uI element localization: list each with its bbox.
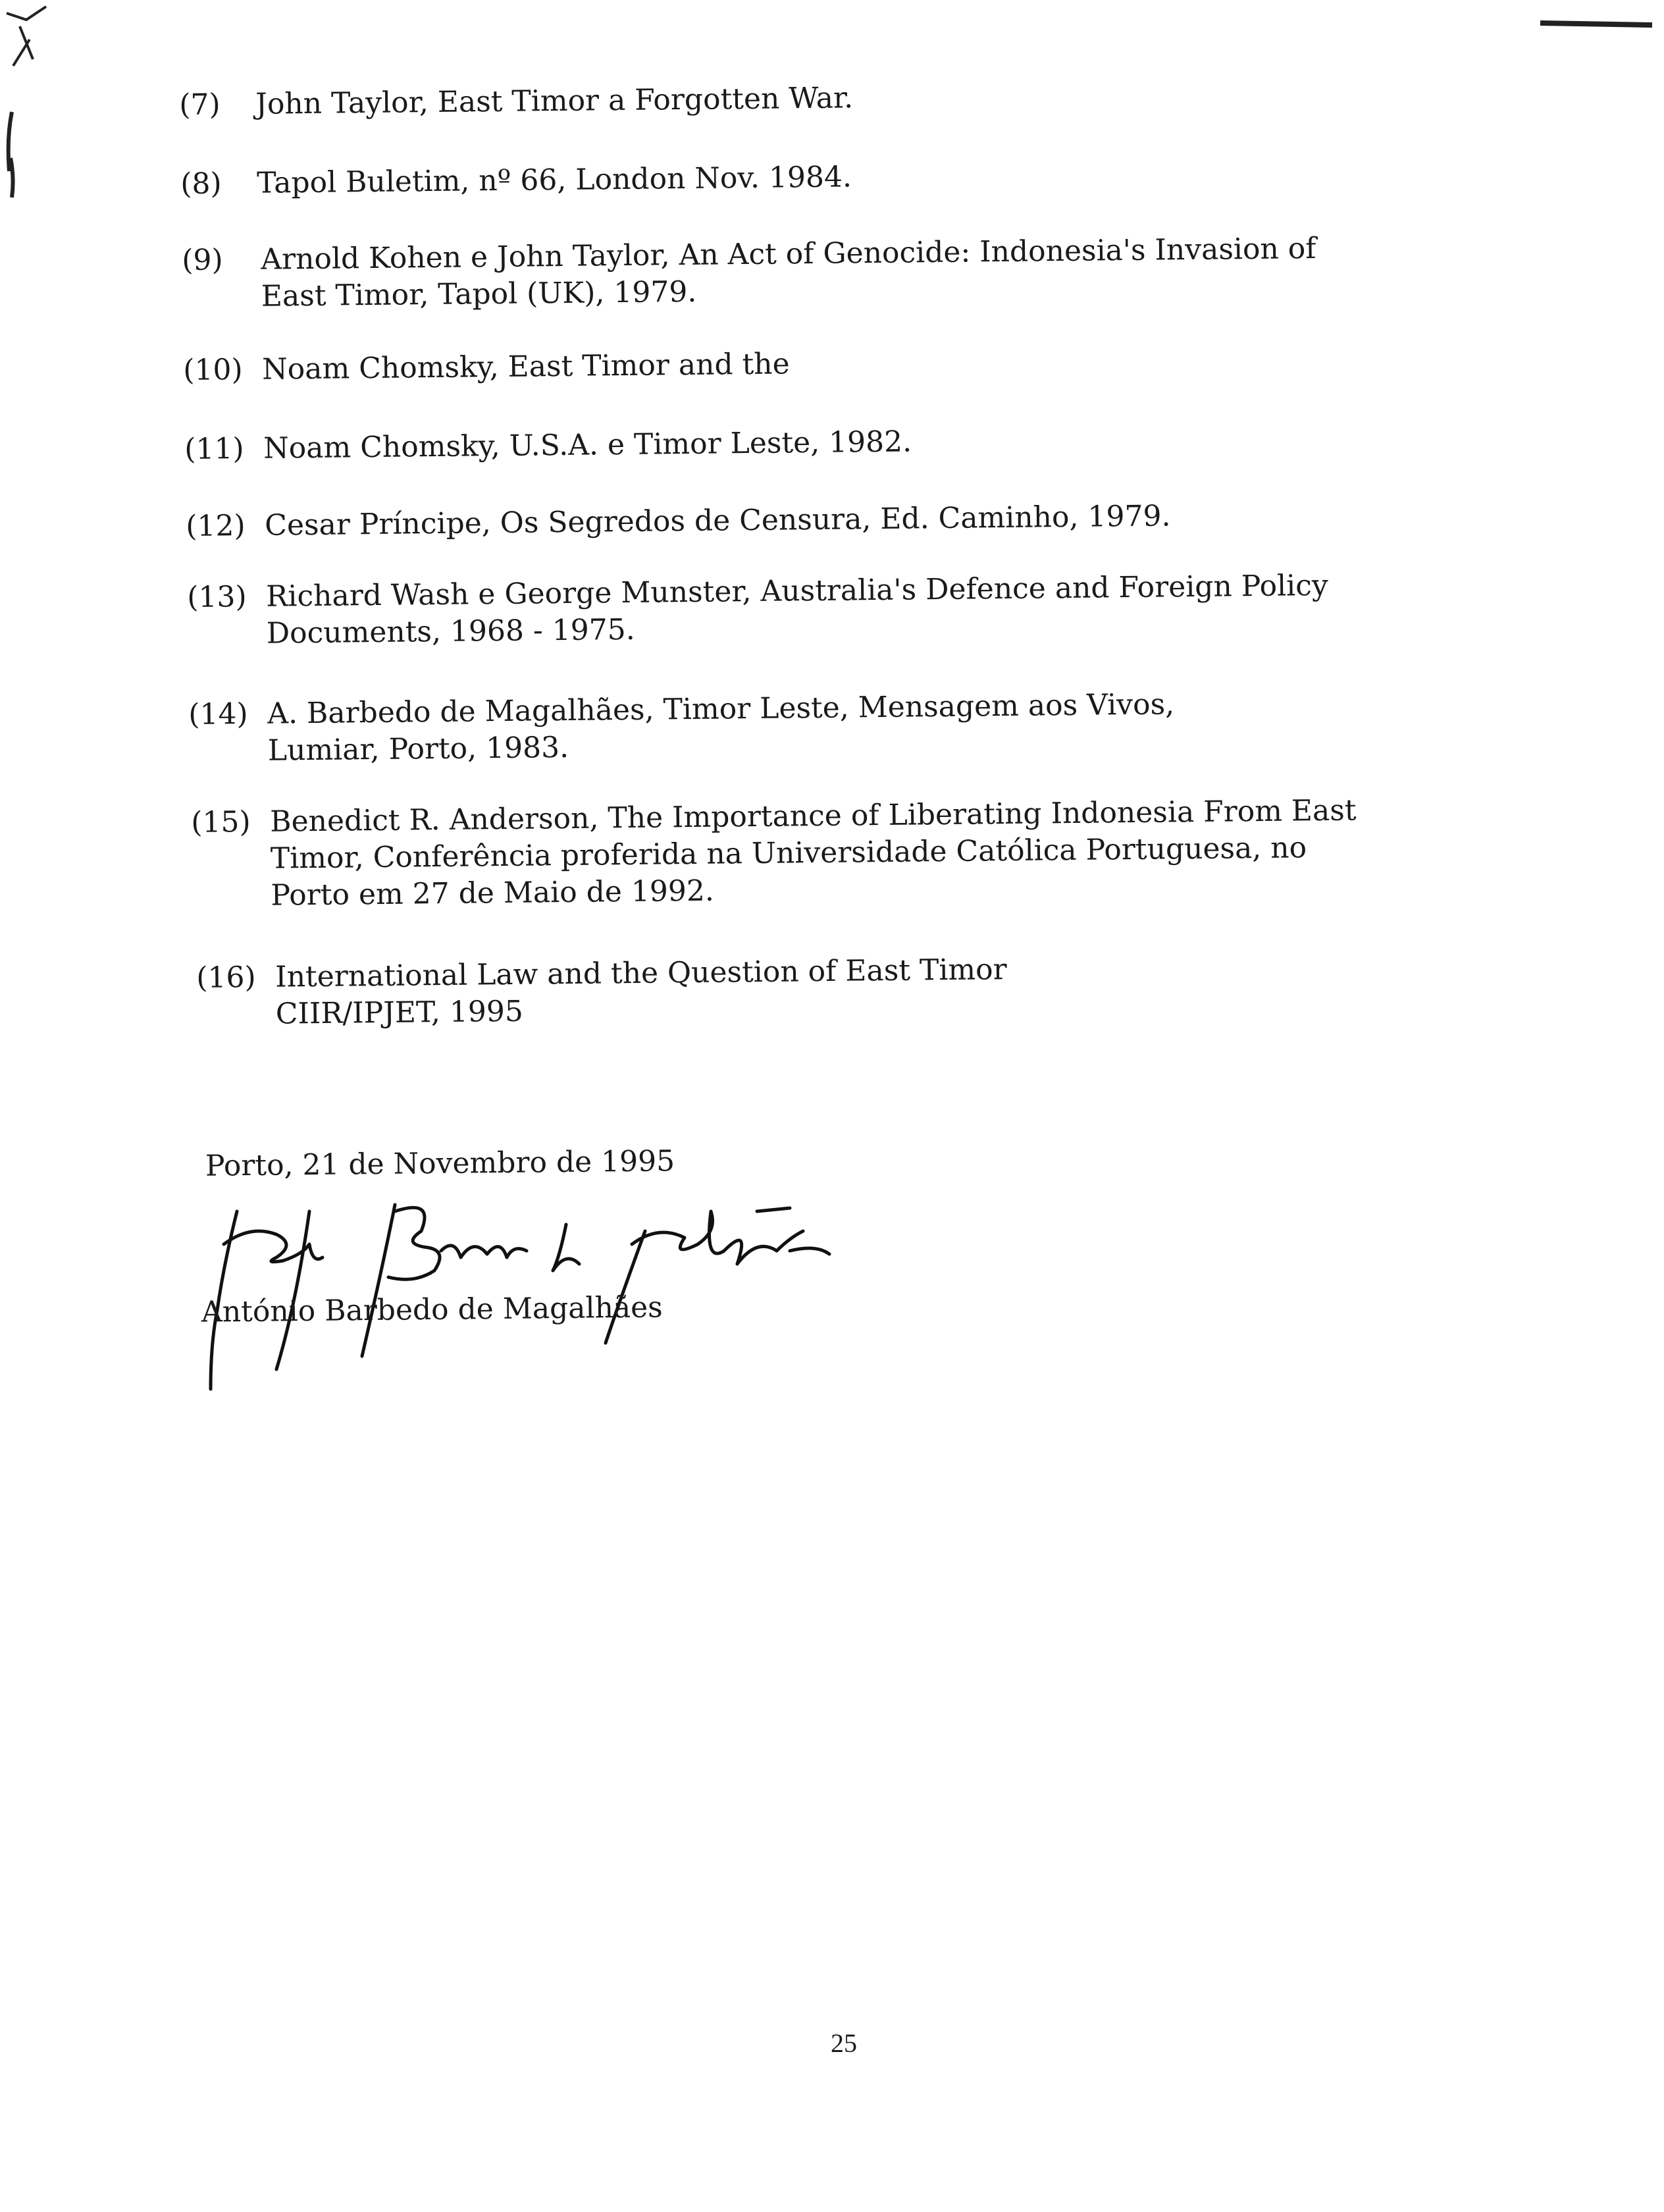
reference-number: (13) — [187, 580, 247, 614]
reference-text: Richard Wash e George Munster, Australia's Defence and Foreign Policy Documents, 1968 - 1975. — [266, 568, 1328, 650]
reference-number: (16) — [196, 961, 256, 995]
reference-number: (8) — [180, 167, 222, 201]
reference-text: Benedict R. Anderson, The Importance of Liberating Indonesia From East Timor, Conferência proferida na Universidade Católica Portuguesa, no Porto em 27 de Maio de 1992. — [270, 793, 1357, 912]
reference-number: (10) — [183, 353, 243, 387]
reference-number: (7) — [179, 88, 221, 122]
handwritten-signature — [197, 1172, 889, 1396]
signer-name: António Barbedo de Magalhães — [201, 1290, 663, 1329]
reference-number: (15) — [191, 805, 251, 839]
scan-mark-top-left — [0, 0, 79, 217]
scan-mark-top-right — [1534, 13, 1664, 53]
reference-text: Noam Chomsky, U.S.A. e Timor Leste, 1982. — [263, 425, 912, 465]
reference-text: John Taylor, East Timor a Forgotten War. — [255, 81, 854, 121]
reference-number: (11) — [184, 432, 244, 466]
reference-number: (14) — [188, 697, 248, 731]
reference-number: (9) — [182, 243, 223, 277]
reference-text: A. Barbedo de Magalhães, Timor Leste, Mensagem aos Vivos, Lumiar, Porto, 1983. — [267, 687, 1175, 768]
reference-text: Cesar Príncipe, Os Segredos de Censura, Ed. Caminho, 1979. — [265, 499, 1171, 542]
reference-number: (12) — [186, 509, 246, 543]
reference-text: International Law and the Question of East Timor CIIR/IPJET, 1995 — [275, 953, 1007, 1031]
reference-text: Arnold Kohen e John Taylor, An Act of Genocide: Indonesia's Invasion of East Timor, Tapol (UK), 1979. — [261, 231, 1316, 313]
reference-text: Tapol Buletim, nº 66, London Nov. 1984. — [257, 160, 852, 200]
reference-text: Noam Chomsky, East Timor and the — [262, 347, 790, 386]
page-number: 25 — [831, 2028, 857, 2058]
place-date: Porto, 21 de Novembro de 1995 — [205, 1144, 675, 1183]
